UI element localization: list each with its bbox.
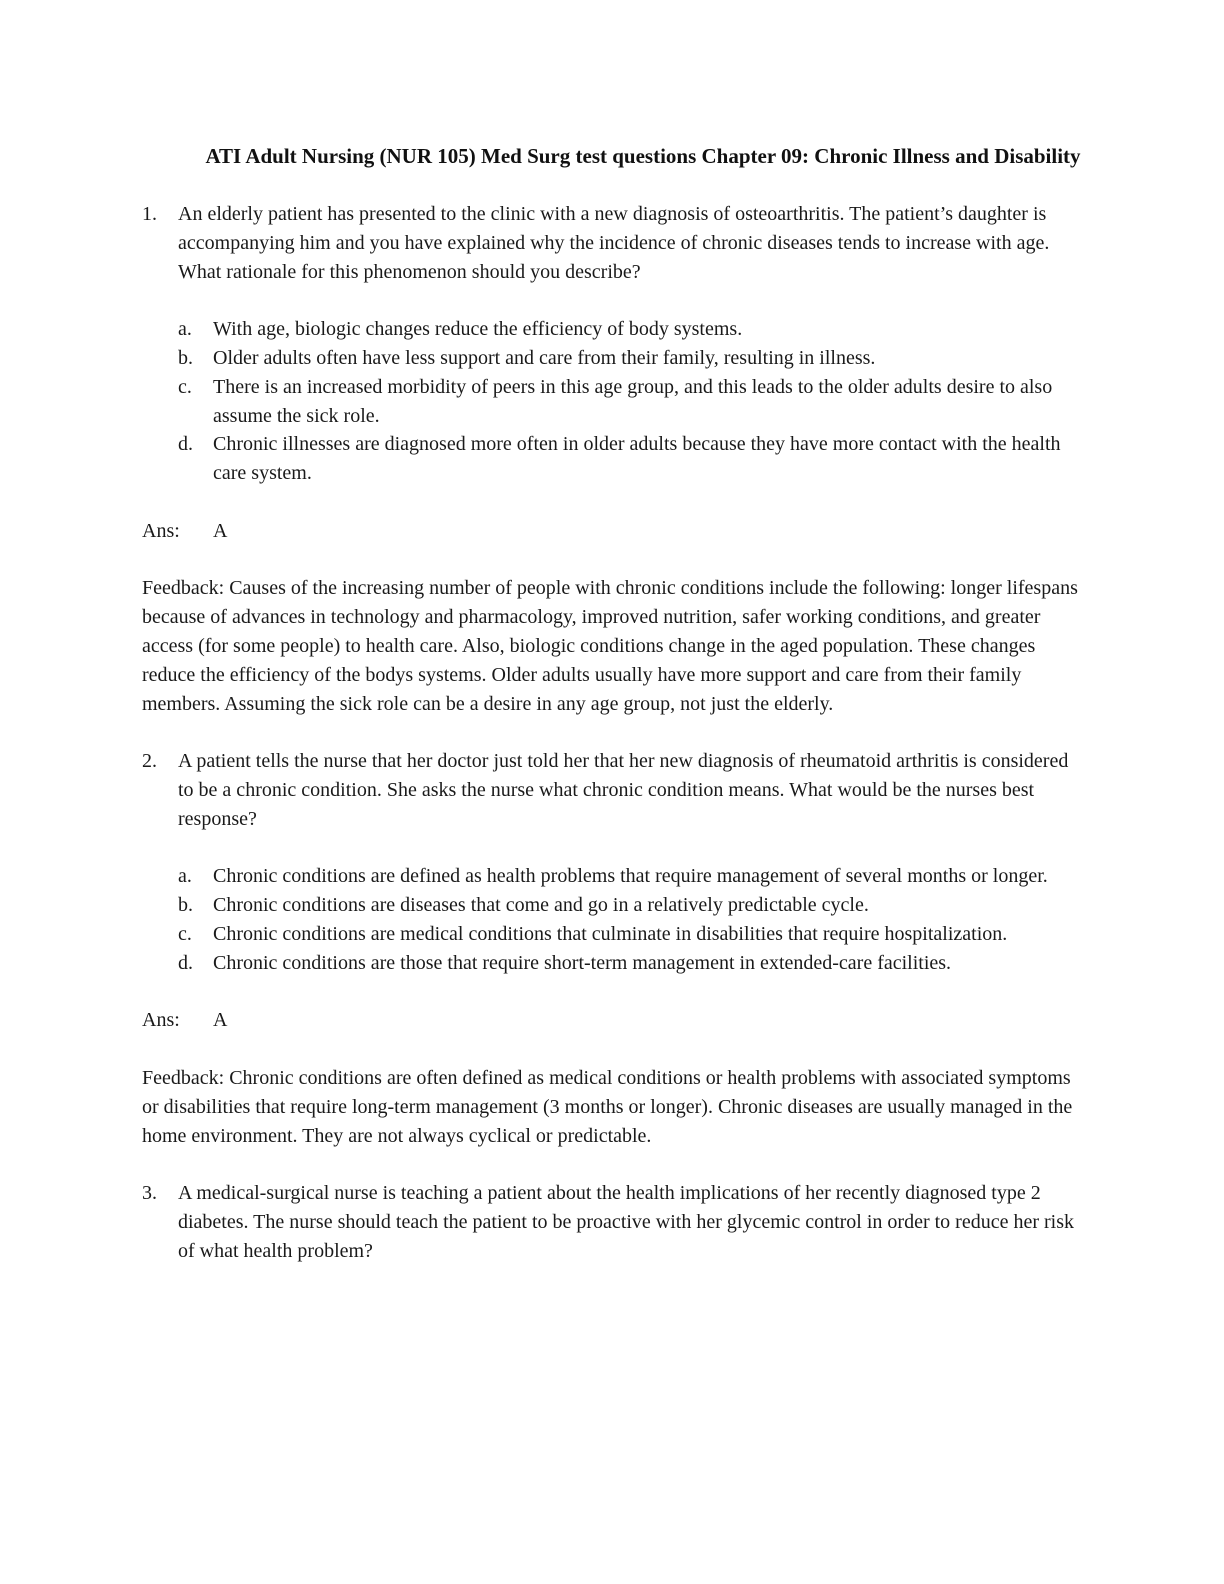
- option-a: [178, 862, 1082, 891]
- question-3: [142, 1179, 1082, 1265]
- option-b: [178, 891, 1082, 920]
- option-letter: a.: [178, 865, 192, 888]
- answer-line: [142, 517, 1082, 546]
- option-text: There is an increased morbidity of peers in this age group, and this leads to the older adults desire to also assume the sick role.: [213, 375, 1053, 427]
- question-text: A medical-surgical nurse is teaching a patient about the health implications of her recently diagnosed type 2 diabetes. The nurse should teach the patient to be proactive with her glycemic control in order to reduce her risk of what health problem?: [178, 1182, 1074, 1262]
- feedback-paragraph: Feedback: Chronic conditions are often defined as medical conditions or health problems with associated symptoms or disabilities that require long-term management (3 months or longer). Chronic diseases are usually managed in the home environment. They are not always cyclical or predictable.: [142, 1066, 1073, 1147]
- option-letter: b.: [178, 346, 193, 369]
- answer-line: [142, 1006, 1082, 1035]
- question-text: An elderly patient has presented to the clinic with a new diagnosis of osteoarthritis. The patient’s daughter is accompanying him and you have explained why the incidence of chronic diseases tends to increase with age. What rationale for this phenomenon should you describe?: [178, 203, 1050, 283]
- question-1: [142, 200, 1082, 286]
- option-letter: c.: [178, 922, 192, 945]
- question-2: [142, 747, 1082, 833]
- option-text: With age, biologic changes reduce the efficiency of body systems.: [213, 318, 743, 341]
- option-letter: b.: [178, 894, 193, 917]
- option-a: [178, 315, 1082, 344]
- option-b: [178, 344, 1082, 373]
- answer-label: Ans:: [142, 1009, 180, 1032]
- question-number: 3.: [142, 1182, 157, 1205]
- answer-options: [178, 862, 1082, 977]
- question-text: A patient tells the nurse that her doctor just told her that her new diagnosis of rheumatoid arthritis is considered to be a chronic condition. She asks the nurse what chronic condition means. What would be the nurses best response?: [178, 750, 1069, 830]
- option-c: [178, 373, 1082, 431]
- answer-value: A: [213, 519, 228, 542]
- answer-label: Ans:: [142, 519, 180, 542]
- option-c: [178, 920, 1082, 949]
- answer-options: [178, 315, 1082, 488]
- option-letter: d.: [178, 433, 193, 456]
- option-letter: d.: [178, 951, 193, 974]
- page-title: ATI Adult Nursing (NUR 105) Med Surg test questions Chapter 09: Chronic Illness and Disability: [205, 144, 1081, 168]
- question-number: 2.: [142, 750, 157, 773]
- option-d: [178, 430, 1082, 488]
- option-text: Chronic illnesses are diagnosed more often in older adults because they have more contact with the health care system.: [213, 433, 1061, 485]
- option-text: Older adults often have less support and care from their family, resulting in illness.: [213, 346, 876, 369]
- option-text: Chronic conditions are medical conditions that culminate in disabilities that require hospitalization.: [213, 922, 1008, 945]
- option-text: Chronic conditions are defined as health problems that require management of several months or longer.: [213, 865, 1048, 888]
- option-d: [178, 949, 1082, 978]
- feedback-paragraph: Feedback: Causes of the increasing number of people with chronic conditions include the following: longer lifespans because of advances in technology and pharmacology, improved nutrition, safer working conditions, and greater access (for some people) to health care. Also, biologic conditions change in the aged population. These changes reduce the efficiency of the bodys systems. Older adults usually have more support and care from their family members. Assuming the sick role can be a desire in any age group, not just the elderly.: [142, 577, 1078, 715]
- question-number: 1.: [142, 203, 157, 225]
- option-letter: c.: [178, 375, 192, 398]
- option-letter: a.: [178, 318, 192, 341]
- document-body: [142, 200, 1082, 1265]
- answer-value: A: [213, 1009, 228, 1032]
- option-text: Chronic conditions are those that require short-term management in extended-care facilities.: [213, 951, 952, 974]
- option-text: Chronic conditions are diseases that come and go in a relatively predictable cycle.: [213, 894, 869, 917]
